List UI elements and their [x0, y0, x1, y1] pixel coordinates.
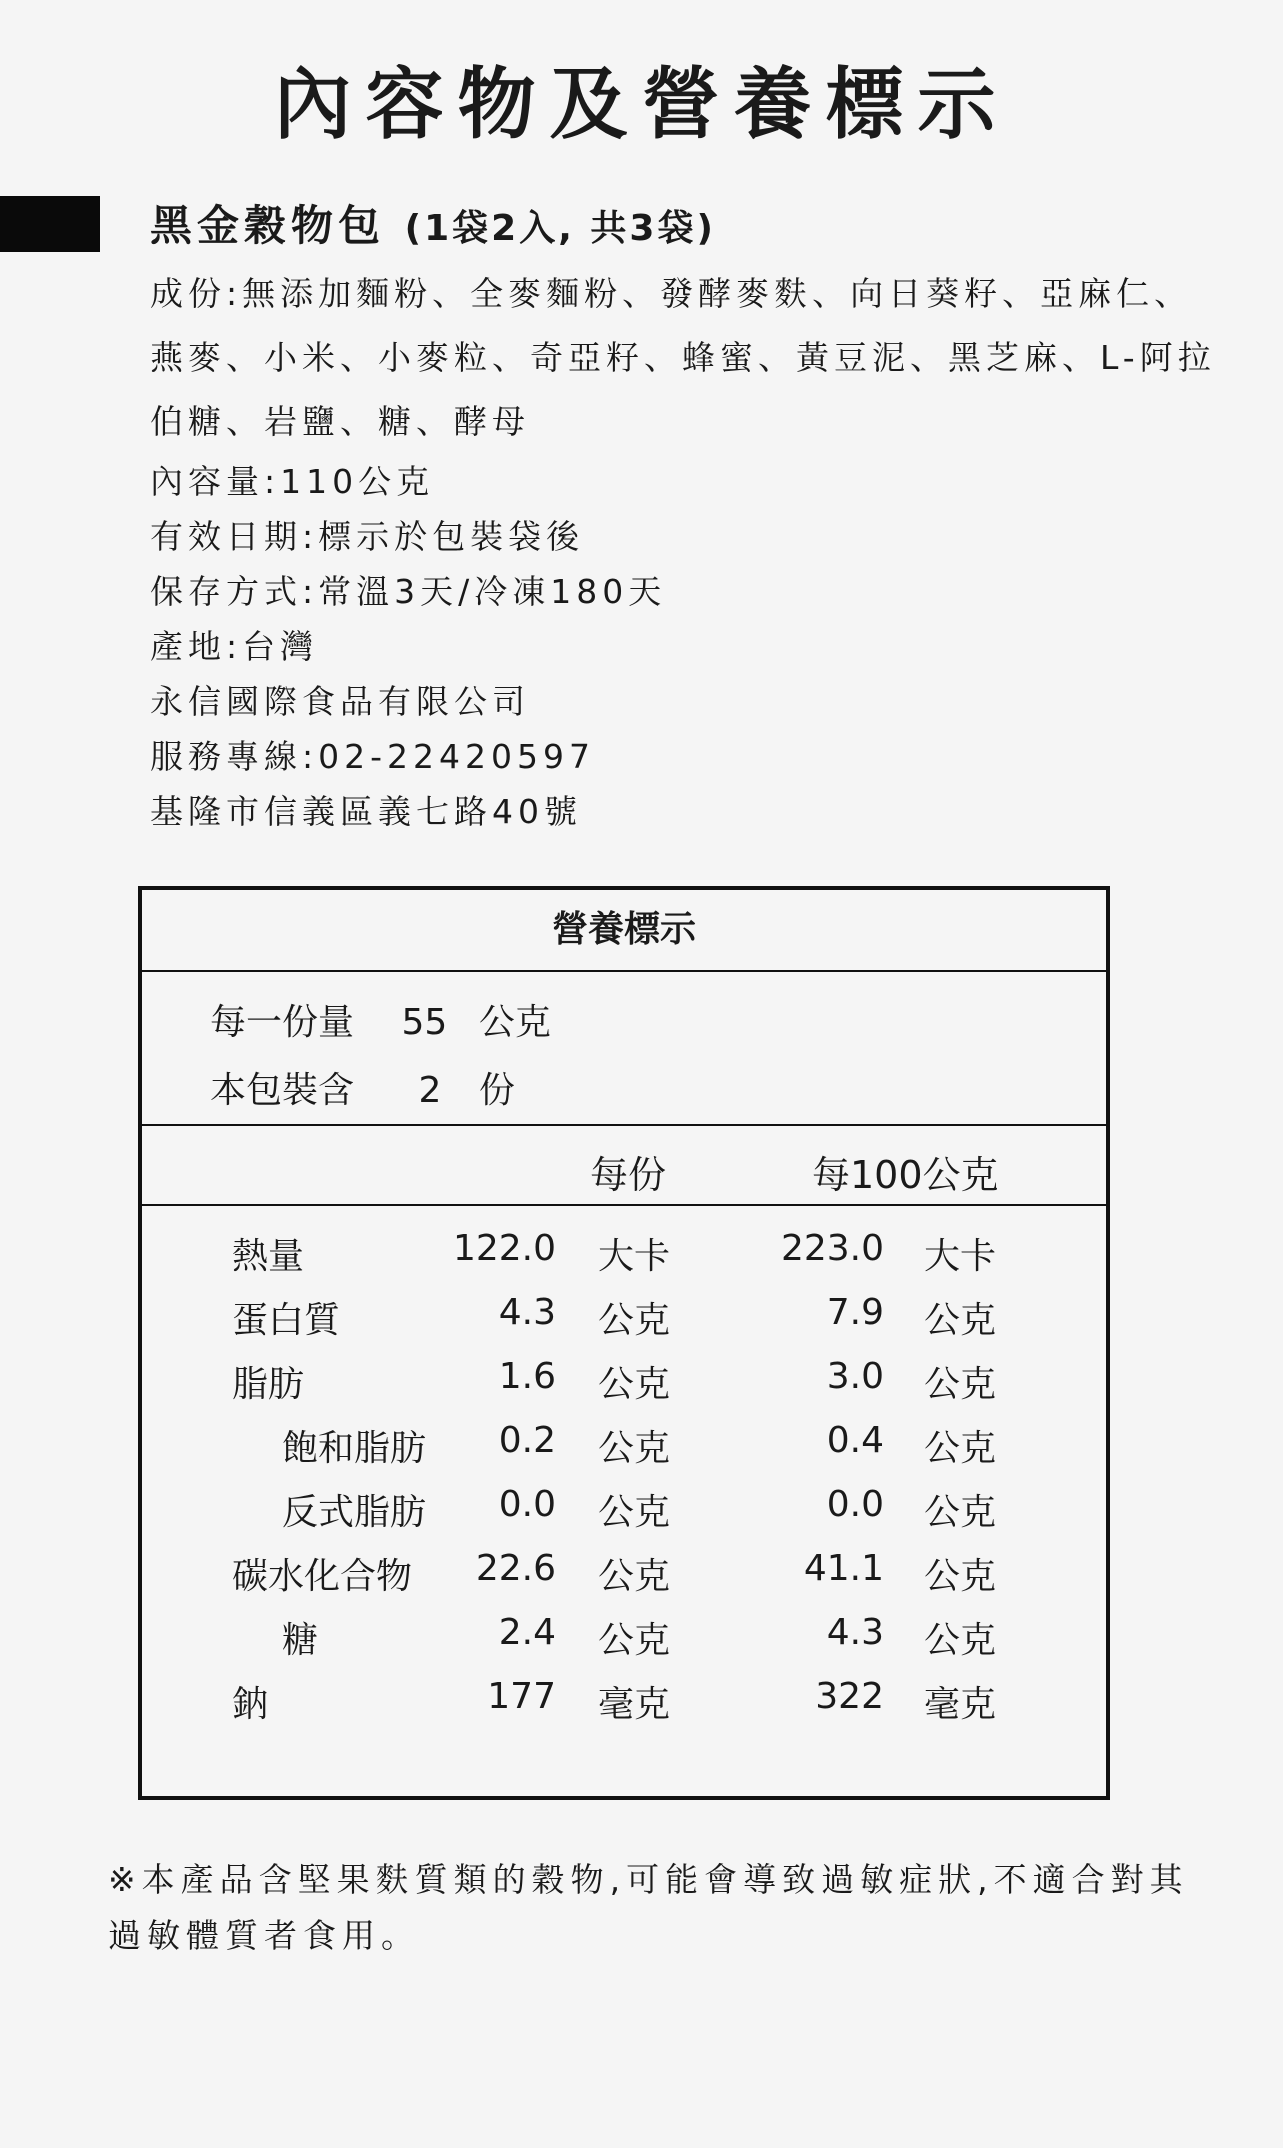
per-100g-unit: 公克 [924, 1492, 997, 1533]
product-name: 黑金穀物包 [150, 201, 386, 250]
per-serving-unit: 公克 [598, 1364, 671, 1405]
nutrient-name: 糖 [282, 1620, 319, 1661]
product-info [150, 262, 1230, 839]
section-marker-bar [0, 196, 100, 252]
nutrient-row [142, 1548, 1106, 1612]
per-100g-unit: 公克 [924, 1364, 997, 1405]
nutrient-name: 蛋白質 [232, 1300, 341, 1341]
address-text: 基隆市信義區義七路40號 [150, 792, 582, 831]
per-100g-value: 0.0 [826, 1484, 884, 1525]
serving-info [142, 972, 1106, 1126]
ingredients-text: 成份:無添加麵粉、全麥麵粉、發酵麥麩、向日葵籽、亞麻仁、燕麥、小米、小麥粒、奇亞籽、蜂蜜、黃豆泥、黑芝麻、L-阿拉伯糖、岩鹽、糖、酵母 [150, 274, 1216, 441]
per-100g-unit: 公克 [924, 1428, 997, 1469]
nutrient-name: 飽和脂肪 [282, 1428, 427, 1469]
nutrient-name: 脂肪 [232, 1364, 305, 1405]
per-100g-value: 3.0 [826, 1356, 884, 1397]
per-serving-unit: 公克 [598, 1300, 671, 1341]
per-100g-unit: 公克 [924, 1620, 997, 1661]
product-subtitle: (1袋2入, 共3袋) [404, 208, 716, 249]
nutrition-facts-table [138, 886, 1110, 1800]
per-100g-value: 0.4 [826, 1420, 884, 1461]
serving-size-row [210, 994, 551, 1045]
servings-label: 本包裝含 [210, 1070, 355, 1111]
servings-row [210, 1062, 515, 1113]
servings-unit: 份 [478, 1070, 515, 1111]
col-per-100g: 每100公克 [812, 1153, 999, 1197]
hotline-text: 服務專線:02-22420597 [150, 737, 595, 776]
nutrient-name: 鈉 [232, 1684, 269, 1725]
serving-size-unit: 公克 [478, 1002, 551, 1043]
nutrient-name: 反式脂肪 [282, 1492, 427, 1533]
per-serving-value: 22.6 [475, 1548, 556, 1589]
expiry-text: 有效日期:標示於包裝袋後 [150, 517, 585, 556]
origin-text: 產地:台灣 [150, 627, 319, 666]
net-weight-text: 內容量:110公克 [150, 462, 435, 501]
per-100g-unit: 大卡 [924, 1236, 997, 1277]
per-serving-unit: 公克 [598, 1556, 671, 1597]
per-100g-value: 4.3 [826, 1612, 884, 1653]
per-100g-value: 223.0 [780, 1228, 884, 1269]
per-serving-unit: 大卡 [598, 1236, 671, 1277]
servings-value: 2 [418, 1070, 442, 1111]
per-100g-unit: 毫克 [924, 1684, 997, 1725]
per-100g-value: 322 [815, 1676, 884, 1717]
serving-size-label: 每一份量 [210, 1002, 355, 1043]
nutrient-row [142, 1292, 1106, 1356]
nutrient-row [142, 1484, 1106, 1548]
per-serving-value: 122.0 [452, 1228, 556, 1269]
per-serving-value: 0.0 [498, 1484, 556, 1525]
per-100g-value: 41.1 [803, 1548, 884, 1589]
per-serving-value: 0.2 [498, 1420, 556, 1461]
per-serving-unit: 公克 [598, 1620, 671, 1661]
nutrient-name: 碳水化合物 [232, 1556, 413, 1597]
nutrient-row [142, 1612, 1106, 1676]
per-serving-value: 1.6 [498, 1356, 556, 1397]
per-serving-value: 4.3 [498, 1292, 556, 1333]
allergy-note: ※本產品含堅果麩質類的穀物,可能會導致過敏症狀,不適合對其過敏體質者食用。 [108, 1860, 1189, 1955]
per-serving-unit: 公克 [598, 1428, 671, 1469]
product-heading [150, 196, 716, 259]
company-text: 永信國際食品有限公司 [150, 682, 530, 721]
nutrient-row [142, 1228, 1106, 1292]
per-serving-unit: 毫克 [598, 1684, 671, 1725]
storage-text: 保存方式:常溫3天/冷凍180天 [150, 572, 667, 611]
nutrient-row [142, 1356, 1106, 1420]
serving-size-value: 55 [401, 1002, 448, 1043]
per-100g-unit: 公克 [924, 1556, 997, 1597]
nutrient-name: 熱量 [232, 1236, 305, 1277]
nutrient-row [142, 1420, 1106, 1484]
nutrient-row [142, 1676, 1106, 1740]
col-per-serving: 每份 [590, 1153, 667, 1197]
page-title: 內容物及營養標示 [273, 60, 1010, 150]
per-serving-unit: 公克 [598, 1492, 671, 1533]
per-100g-value: 7.9 [826, 1292, 884, 1333]
per-100g-unit: 公克 [924, 1300, 997, 1341]
nutrition-title: 營養標示 [142, 890, 1106, 972]
per-serving-value: 177 [487, 1676, 556, 1717]
per-serving-value: 2.4 [498, 1612, 556, 1653]
column-headers [142, 1126, 1106, 1206]
